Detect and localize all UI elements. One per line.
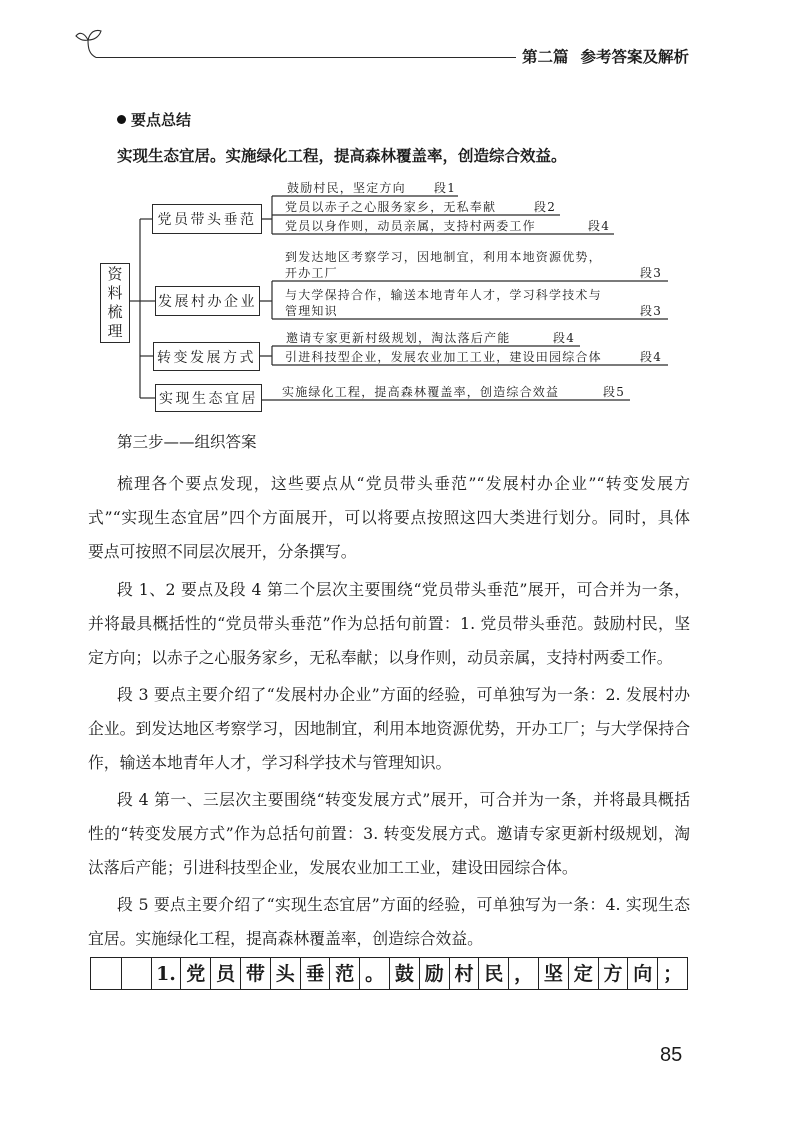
branch-item-ref: 段1 [434,181,457,195]
paragraph [88,678,690,780]
paragraph-line: 要点可按照不同层次展开，分条撰写。 [88,542,357,561]
branch-item-text: 引进科技型企业，发展农业加工工业，建设田园综合体 [285,350,602,364]
paragraph [88,573,690,675]
grid-cell: 励 [419,958,449,989]
branch-item-ref: 段3 [640,304,663,318]
grid-cell: 员 [210,958,240,989]
branch-item-text: 党员以身作则，动员亲属，支持村两委工作 [285,219,536,233]
paragraph-line: 式”“实现生态宜居”四个方面展开，可以将要点按照这四大类进行划分。同时，具体 [88,508,690,527]
branch-item-text: 鼓励村民，坚定方向 [287,181,406,195]
branch-item-text: 开办工厂 [285,266,338,280]
bracket-line [260,281,272,319]
branch-item-ref: 段4 [640,350,663,364]
branch-item-ref: 段2 [534,200,557,214]
grid-cell: 带 [240,958,270,989]
answer-grid-row [90,957,688,990]
branch-item-ref: 段4 [553,331,576,345]
section-heading-label: 要点总结 [131,111,192,129]
grid-cell [121,958,151,989]
grid-cell: 鼓 [389,958,419,989]
grid-cell: 范 [329,958,359,989]
branch-item-text: 实施绿化工程，提高森林覆盖率，创造综合效益 [282,385,560,399]
paragraph [88,888,690,956]
summary-text: 实现生态宜居。实施绿化工程，提高森林覆盖率，创造综合效益。 [117,147,567,165]
section-heading [117,110,191,130]
paragraph-line: 作，输送本地青年人才，学习科学技术与管理知识。 [88,753,452,772]
paragraph-line: 定方向；以赤子之心服务家乡，无私奉献；以身作则，动员亲属，支持村两委工作。 [88,648,673,667]
branch-item-text: 管理知识 [285,304,338,318]
grid-cell: 垂 [300,958,330,989]
branch-item-ref: 段4 [588,219,611,233]
grid-cell: 1. [151,958,181,989]
header-title: 参考答案及解析 [580,48,690,66]
bullet-icon [117,115,126,124]
grid-cell: 头 [270,958,300,989]
grid-cell: 坚 [538,958,568,989]
step-heading: 第三步——组织答案 [117,433,257,451]
paragraph-line: 段 4 第一、三层次主要围绕“转变发展方式”展开，可合并为一条，并将最具概括 [117,790,690,809]
grid-cell: 民 [478,958,508,989]
branch-box: 党员带头垂范 [152,204,262,234]
page-number: 85 [660,1044,683,1066]
branch-box: 转变发展方式 [153,342,260,371]
running-header [522,47,689,67]
paragraph-line: 汰落后产能；引进科技型企业，发展农业加工工业，建设田园综合体。 [88,858,578,877]
bracket-line [262,196,272,234]
branch-item-text: 邀请专家更新村级规划，淘汰落后产能 [286,331,511,345]
grid-cell: 。 [359,958,389,989]
paragraph-line: 宜居。实施绿化工程，提高森林覆盖率，创造综合效益。 [88,929,483,948]
branch-box: 实现生态宜居 [155,384,262,412]
branch-item-text: 与大学保持合作，输送本地青年人才，学习科学技术与 [285,288,602,302]
paragraph-line: 性的“转变发展方式”作为总括句前置：3. 转变发展方式。邀请专家更新村级规划，淘 [88,824,690,843]
branch-item-text: 党员以赤子之心服务家乡，无私奉献 [285,200,497,214]
branch-box: 发展村办企业 [155,286,260,316]
diagram-root-label: 资料梳理 [107,265,123,340]
grid-cell: 向 [627,958,657,989]
paragraph [88,783,690,885]
branch-item-text: 到发达地区考察学习，因地制宜，利用本地资源优势， [285,250,602,264]
grid-cell: 村 [449,958,479,989]
grid-cell: 党 [180,958,210,989]
paragraph-line: 并将最具概括性的“党员带头垂范”作为总括句前置：1. 党员带头垂范。鼓励村民，坚 [88,614,690,633]
paragraph-line: 梳理各个要点发现，这些要点从“党员带头垂范”“发展村办企业”“转变发展方 [117,474,690,493]
header-rule [96,57,516,58]
grid-cell: ， [508,958,538,989]
paragraph [88,467,690,569]
paragraph-line: 企业。到发达地区考察学习，因地制宜，利用本地资源优势，开办工厂；与大学保持合 [88,719,690,738]
paragraph-line: 段 5 要点主要介绍了“实现生态宜居”方面的经验，可单独写为一条：4. 实现生态 [117,895,690,914]
bracket-line [260,346,272,365]
paragraph-line: 段 3 要点主要介绍了“发展村办企业”方面的经验，可单独写为一条：2. 发展村办 [117,685,690,704]
header-part: 第二篇 [522,48,569,66]
diagram-root-box [100,263,130,343]
grid-cell: 定 [568,958,598,989]
grid-cell: ； [657,958,687,989]
grid-cell [91,958,121,989]
paragraph-line: 段 1、2 要点及段 4 第二个层次主要围绕“党员带头垂范”展开，可合并为一条， [117,580,690,599]
branch-item-ref: 段5 [603,385,626,399]
branch-item-ref: 段3 [640,266,663,280]
grid-cell: 方 [598,958,628,989]
